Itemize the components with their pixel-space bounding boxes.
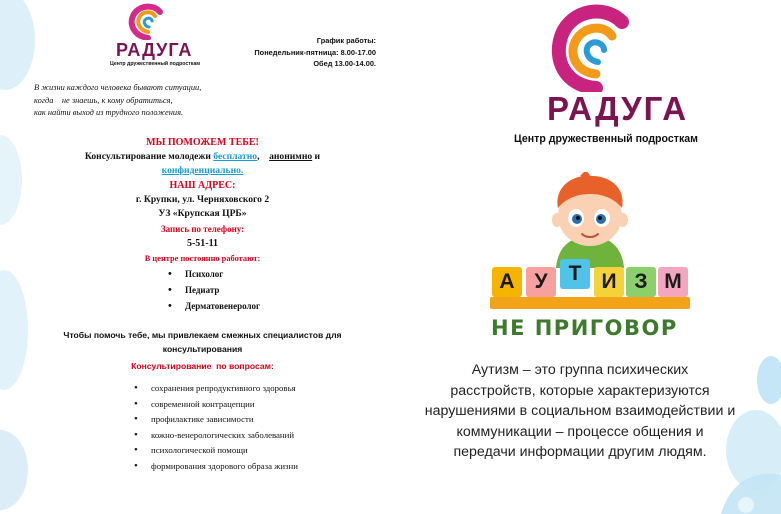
topics-list xyxy=(134,381,298,474)
block-letter: З xyxy=(626,267,656,297)
description-line-1: Аутизм – это группа психических xyxy=(471,362,689,378)
schedule xyxy=(236,35,376,70)
right-logo-subtitle: Центр дружественный подросткам xyxy=(514,133,698,145)
list-item: • формирования здорового образа жизни xyxy=(134,459,298,475)
list-item: • сохранения репродуктивного здоровья xyxy=(134,381,298,397)
autism-description xyxy=(400,360,760,463)
list-item: • психологической помощи xyxy=(134,443,298,459)
description-line-5: передачи информации другим людям. xyxy=(453,444,707,460)
list-item: • Дерматовенеролог xyxy=(168,298,260,314)
help-consult-line xyxy=(40,151,365,162)
left-logo-subtitle: Центр дружественный подросткам xyxy=(110,61,201,67)
topics-heading: Консультирование по вопросам: xyxy=(131,361,274,371)
intro-line-2: когда не знаешь, к кому обратиться, xyxy=(34,95,173,105)
block-letter: М xyxy=(658,267,688,297)
left-logo-title: РАДУГА xyxy=(116,40,193,60)
list-item: • Психолог xyxy=(168,266,260,282)
block-letter: И xyxy=(594,267,624,297)
right-logo-title: РАДУГА xyxy=(547,90,689,127)
intro-line-3: как найти выход из трудного положения. xyxy=(34,108,184,117)
schedule-lunch: Обед 13.00-14.00. xyxy=(313,59,376,68)
list-item: • профилактике зависимости xyxy=(134,412,298,428)
help-consult-prefix: Консультирование молодежи xyxy=(84,151,214,162)
right-rainbow-logo-icon xyxy=(548,0,640,92)
description-line-2: расстройств, которые характеризуются xyxy=(450,382,710,399)
related-specialists-text xyxy=(30,328,375,356)
description-line-3: нарушениями в социальном взаимодействии и xyxy=(424,403,736,419)
list-item: • Педиатр xyxy=(168,282,260,298)
phone-number: 5-51-11 xyxy=(186,238,219,249)
help-confidential-line xyxy=(40,165,365,176)
related-line-2: консультирования xyxy=(162,344,243,354)
block-letter: У xyxy=(526,267,556,297)
block-letter: А xyxy=(492,267,522,297)
intro-text xyxy=(34,82,274,120)
blocks-shelf xyxy=(490,297,690,309)
boy-illustration-icon xyxy=(540,172,640,268)
address-heading: НАШ АДРЕС: xyxy=(169,180,236,191)
description-line-4: коммуникации – процессе общения и xyxy=(456,423,704,440)
specialists-list xyxy=(168,266,260,314)
help-and: и xyxy=(312,151,321,162)
block-letter: Т xyxy=(560,259,590,289)
specialists-heading: В центре постоянно работают: xyxy=(144,254,261,263)
help-free-link[interactable]: бесплатно xyxy=(213,151,258,162)
list-item: • кожно-венерологических заболеваний xyxy=(134,428,298,444)
schedule-title: График работы: xyxy=(316,36,376,45)
related-line-1: Чтобы помочь тебе, мы привлекаем смежных специалистов для xyxy=(63,330,342,340)
phone-heading: Запись по телефону: xyxy=(160,224,245,234)
left-rainbow-logo-icon xyxy=(126,2,170,40)
intro-line-1: В жизни каждого человека бывают ситуации, xyxy=(34,83,202,92)
help-confidential-link[interactable]: конфиденциально. xyxy=(161,165,244,176)
help-heading: МЫ ПОМОЖЕМ ТЕБЕ! xyxy=(146,137,259,148)
address-org: УЗ «Крупская ЦРБ» xyxy=(158,208,247,219)
slogan: НЕ ПРИГОВОР xyxy=(491,316,678,340)
help-anonymous: анонимно xyxy=(269,151,313,162)
list-item: • современной контрацепции xyxy=(134,397,298,413)
schedule-weekdays: Понедельник-пятница: 8.00-17.00 xyxy=(254,47,376,57)
help-comma: , xyxy=(257,151,270,162)
address-street: г. Крупки, ул. Черняховского 2 xyxy=(135,194,270,205)
autism-blocks xyxy=(490,262,690,311)
